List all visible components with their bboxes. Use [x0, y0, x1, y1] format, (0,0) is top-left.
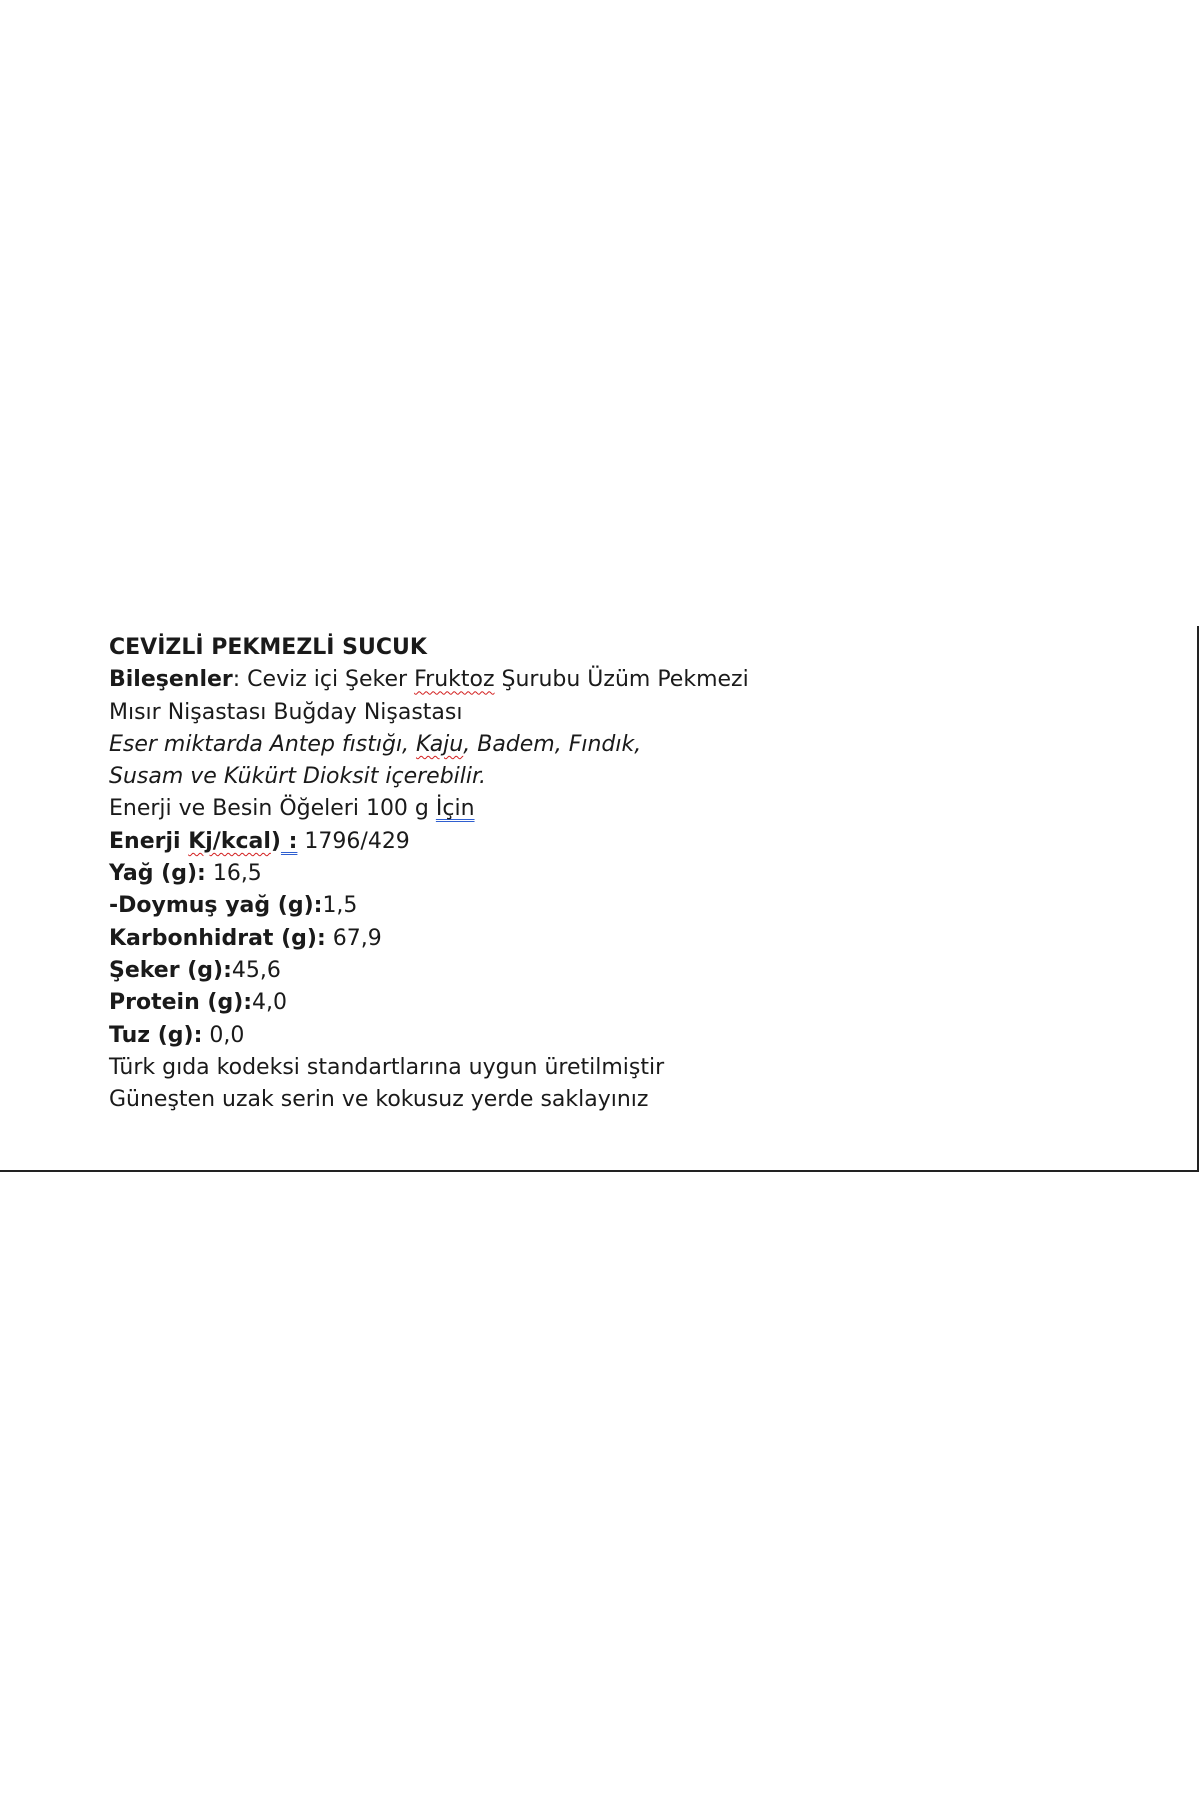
nutrient-value: 16,5 [205, 861, 262, 887]
energy-label-b: ) [270, 828, 281, 854]
nutrient-label: -Doymuş yağ (g): [109, 893, 323, 919]
nutrient-value: 4,0 [252, 990, 288, 1016]
ingredients-colon: : [232, 667, 248, 693]
nutrient-value: 45,6 [231, 957, 281, 983]
grammar-flag-colon[interactable]: : [280, 828, 298, 854]
footer-storage-note: Güneşten uzak serin ve kokusuz yerde saklayınız [109, 1087, 649, 1113]
product-title: CEVİZLİ PEKMEZLİ SUCUK [109, 635, 427, 660]
spelling-flag-kaju[interactable]: Kaju [416, 731, 464, 757]
allergen-text-2: , Badem, Fındık, [463, 731, 642, 757]
nutrient-row-fat [109, 858, 749, 890]
nutrient-label: Karbonhidrat (g): [109, 925, 326, 951]
nutrition-header-text: Enerji ve Besin Öğeleri 100 g [109, 796, 436, 822]
nutrition-header [109, 793, 749, 825]
product-label [109, 632, 749, 1116]
allergen-text-1: Eser miktarda Antep fıstığı, [109, 731, 417, 757]
nutrient-row-protein [109, 987, 749, 1019]
nutrient-row-saturated-fat [109, 890, 749, 922]
grammar-flag-icin[interactable]: İçin [435, 796, 475, 822]
nutrient-value: 67,9 [325, 925, 382, 951]
energy-row [109, 826, 749, 858]
nutrient-row-salt [109, 1020, 749, 1052]
nutrient-label: Protein (g): [109, 990, 253, 1016]
ingredients-line-2: Mısır Nişastası Buğday Nişastası [109, 699, 463, 725]
ingredients-text-2: Şurubu Üzüm Pekmezi [494, 667, 749, 693]
nutrient-label: Şeker (g): [109, 957, 232, 983]
nutrient-value: 0,0 [202, 1022, 245, 1048]
nutrient-label: Tuz (g): [109, 1022, 203, 1048]
spelling-flag-kjkcal[interactable]: Kj/kcal [188, 828, 271, 854]
nutrient-label: Yağ (g): [109, 861, 206, 887]
nutrient-row-carbohydrate [109, 923, 749, 955]
nutrient-value: 1,5 [322, 893, 358, 919]
ingredients-heading: Bileşenler [109, 667, 233, 693]
energy-label-a: Enerji [109, 828, 189, 854]
nutrient-row-sugar [109, 955, 749, 987]
ingredients-text-1: Ceviz içi Şeker [247, 667, 415, 693]
footer-codex-note: Türk gıda kodeksi standartlarına uygun üretilmiştir [109, 1054, 665, 1080]
allergen-line-2: Susam ve Kükürt Dioksit içerebilir. [109, 764, 487, 790]
energy-value: 1796/429 [297, 828, 410, 854]
allergen-line-1 [109, 729, 749, 761]
spelling-flag-fruktoz[interactable]: Fruktoz [414, 667, 495, 693]
ingredients-line-1 [109, 664, 749, 696]
